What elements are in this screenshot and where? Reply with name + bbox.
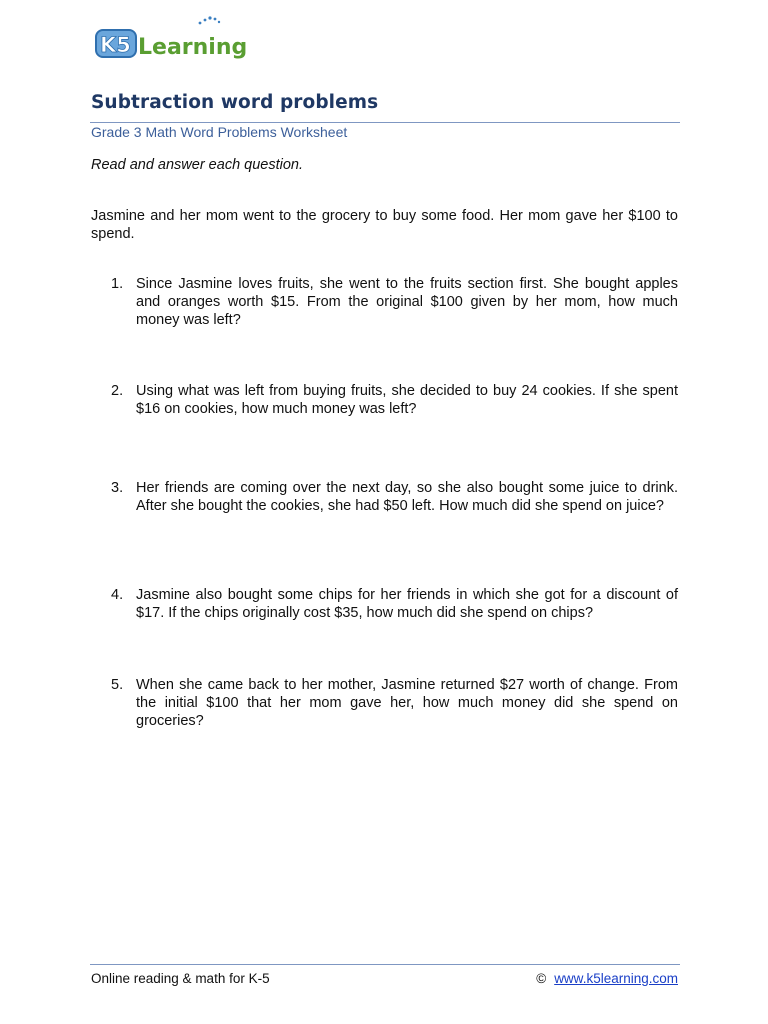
question-1 [91, 275, 678, 329]
question-number: 2. [111, 383, 124, 399]
question-number: 4. [111, 587, 124, 603]
question-3 [91, 479, 678, 515]
question-text: Since Jasmine loves fruits, she went to the fruits section first. She bought apples and oranges worth $15. From the original $100 given by her mom, how much money was left? [136, 276, 678, 328]
website-link[interactable]: www.k5learning.com [554, 971, 678, 986]
question-text: When she came back to her mother, Jasmine returned $27 worth of change. From the initial $100 that her mom gave her, how much money did she spend on groceries? [136, 677, 678, 729]
intro-paragraph: Jasmine and her mom went to the grocery to buy some food. Her mom gave her $100 to spend. [91, 208, 678, 242]
question-text: Jasmine also bought some chips for her friends in which she got for a discount of $17. If the chips originally cost $35, how much did she spend on chips? [136, 587, 678, 621]
question-2 [91, 382, 678, 418]
worksheet-subtitle: Grade 3 Math Word Problems Worksheet [91, 124, 348, 140]
question-number: 3. [111, 480, 124, 496]
page-title: Subtraction word problems [91, 92, 379, 113]
svg-text:Learning: Learning [138, 35, 248, 60]
question-text: Her friends are coming over the next day, so she also bought some juice to drink. After she bought the cookies, she had $50 left. How much did she spend on juice? [136, 480, 678, 514]
question-text: Using what was left from buying fruits, she decided to buy 24 cookies. If she spent $16 on cookies, how much money was left? [136, 383, 678, 417]
copyright-symbol: © [536, 971, 547, 986]
question-number: 5. [111, 677, 124, 693]
question-5 [91, 676, 678, 730]
title-divider [90, 122, 680, 123]
question-4 [91, 586, 678, 622]
instruction-text: Read and answer each question. [91, 157, 304, 173]
k5-learning-logo[interactable] [92, 14, 262, 62]
logo-stars-icon [199, 16, 221, 24]
svg-text:K5: K5 [100, 33, 131, 57]
footer-divider [90, 964, 680, 965]
question-number: 1. [111, 276, 124, 292]
footer-credit [536, 971, 678, 986]
footer-tagline: Online reading & math for K-5 [91, 971, 270, 986]
